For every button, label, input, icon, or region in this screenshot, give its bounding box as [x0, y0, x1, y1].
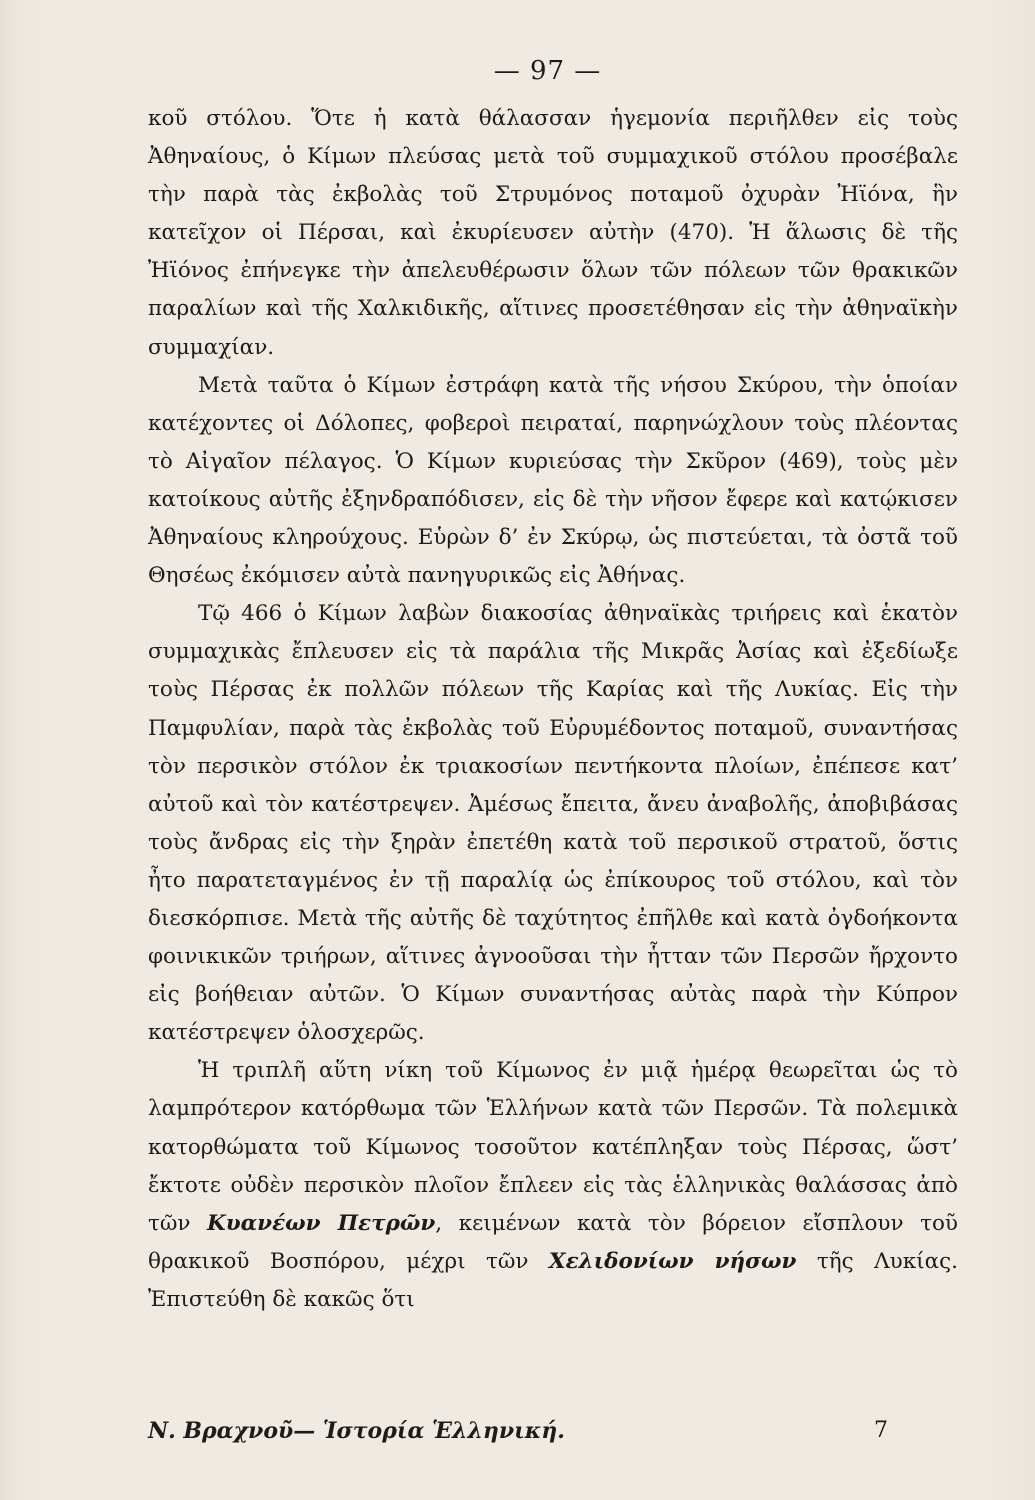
place-name-chelidonion-nison: Χελιδονίων νήσων [548, 1248, 797, 1274]
paragraph-1: κοῦ στόλου. Ὅτε ἡ κατὰ θάλασσαν ἡγεμονία περιῆλθεν εἰς τοὺς Ἀθηναίους, ὁ Κίμων πλεύσας μετὰ τοῦ συμμαχικοῦ στόλου προσέβαλε τὴν παρὰ τὰς ἐκβολὰς τοῦ Στρυμόνος ποταμοῦ ὀχυρὰν Ἠϊόνα, ἣν κατεῖχον οἱ Πέρσαι, καὶ ἐκυρίευσεν αὐτὴν (470). Ἡ ἅλωσις δὲ τῆς Ἠϊόνος ἐπήνεγκε τὴν ἀπελευθέρωσιν ὅλων τῶν πόλεων τῶν θρακικῶν παραλίων καὶ τῆς Χαλκιδικῆς, αἵτινες προσετέθησαν εἰς τὴν ἀθηναϊκὴν συμμαχίαν. [148, 106, 958, 360]
page-footer [148, 1418, 958, 1444]
paragraph-3: Τῷ 466 ὁ Κίμων λαβὼν διακοσίας ἀθηναϊκὰς τριήρεις καὶ ἑκατὸν συμμαχικὰς ἔπλευσεν εἰς τὰ παράλια τῆς Μικρᾶς Ἀσίας καὶ ἐξεδίωξε τοὺς Πέρσας ἐκ πολλῶν πόλεων τῆς Καρίας καὶ τῆς Λυκίας. Εἰς τὴν Παμφυλίαν, παρὰ τὰς ἐκβολὰς τοῦ Εὐρυμέδοντος ποταμοῦ, συναντήσας τὸν περσικὸν στόλον ἐκ τριακοσίων πεντήκοντα πλοίων, ἐπέπεσε κατ’ αὐτοῦ καὶ τὸν κατέστρεψεν. Ἀμέσως ἔπειτα, ἄνευ ἀναβολῆς, ἀποβιβάσας τοὺς ἄνδρας εἰς τὴν ξηρὰν ἐπετέθη κατὰ τοῦ περσικοῦ στρατοῦ, ὅστις ἦτο παρατεταγμένος ἐν τῇ παραλίᾳ ὡς ἐπίκουρος τοῦ στόλου, καὶ τὸν διεσκόρπισε. Μετὰ τῆς αὐτῆς δὲ ταχύτητος ἐπῆλθε καὶ κατὰ ὀγδοήκοντα φοινικικῶν τριήρων, αἵτινες ἀγνοοῦσαι τὴν ἧτταν τῶν Περσῶν ἤρχοντο εἰς βοήθειαν αὐτῶν. Ὁ Κίμων συναντήσας αὐτὰς παρὰ τὴν Κύπρον κατέστρεψεν ὁλοσχερῶς. [148, 601, 958, 1046]
sheet-number: 7 [874, 1418, 888, 1443]
footer-signature: Ν. Βραχνοῦ— Ἱστορία Ἑλληνική. [148, 1418, 565, 1444]
page-number: — 97 — [493, 56, 602, 86]
paragraph-4-text-a: Ἡ τριπλῆ αὕτη νίκη τοῦ Κίμωνος ἐν μιᾷ ἡμέρᾳ θεωρεῖται ὡς τὸ λαμπρότερον κατόρθωμα τῶν Ἑλλήνων κατὰ τῶν Περσῶν. Τὰ πολεμικὰ κατορθώματα τοῦ Κίμωνος τοσοῦτον κατέπληξαν τοὺς Πέρσας, ὥστ’ ἔκτοτε οὐδὲν περσικὸν πλοῖον ἔπλεεν εἰς τὰς ἑλληνικὰς θαλάσσας ἀπὸ τῶν [148, 1058, 958, 1236]
paragraph-4 [148, 1052, 958, 1319]
paragraph-4-text-b: , κειμένων κατὰ τὸν βόρειον εἴσπλουν τοῦ θρακικοῦ Βοσπόρου, μέχρι τῶν [148, 1210, 958, 1274]
paragraph-2: Μετὰ ταῦτα ὁ Κίμων ἐστράφη κατὰ τῆς νήσου Σκύρου, τὴν ὁποίαν κατέχοντες οἱ Δόλοπες, φοβεροὶ πειραταί, παρηνώχλουν τοὺς πλέοντας τὸ Αἰγαῖον πέλαγος. Ὁ Κίμων κυριεύσας τὴν Σκῦρον (469), τοὺς μὲν κατοίκους αὐτῆς ἐξηνδραπόδισεν, εἰς δὲ τὴν νῆσον ἔφερε καὶ κατῴκισεν Ἀθηναίους κληρούχους. Εὑρὼν δ’ ἐν Σκύρῳ, ὡς πιστεύεται, τὰ ὀστᾶ τοῦ Θησέως ἐκόμισεν αὐτὰ πανηγυρικῶς εἰς Ἀθήνας. [148, 372, 958, 589]
body-text [148, 100, 958, 1319]
paragraph-4-text-c: τῆς Λυκίας. Ἐπιστεύθη δὲ κακῶς ὅτι [148, 1248, 958, 1312]
place-name-kyaneon-petron: Κυανέων Πετρῶν [207, 1210, 436, 1236]
